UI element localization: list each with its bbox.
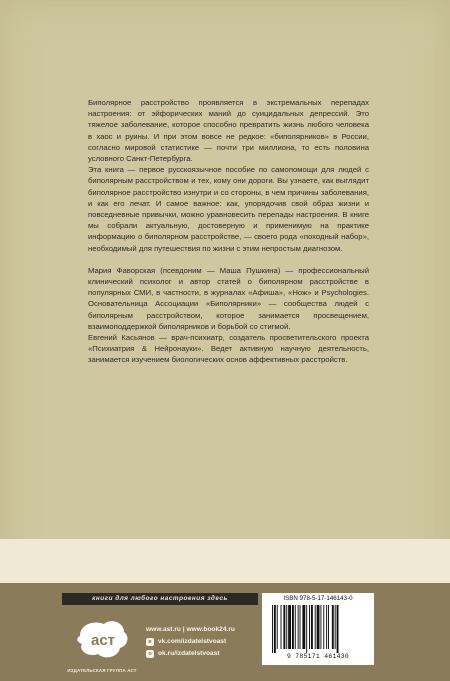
author-paragraph-2: Евгений Касьянов — врач-психиатр, создатель просветительского проекта «Психиатрия & Нейронауки». Ведет активную научную деятельность, занимается изучением биологических основ аффективных расстройств.: [88, 333, 369, 365]
ok-icon: о: [146, 650, 154, 658]
publisher-links: [146, 624, 235, 660]
websites-row[interactable]: [146, 624, 235, 636]
description-paragraph-2: Эта книга — первое русскоязычное пособие по самопомощи для людей с биполярным расстройством и тех, кому они дороги. Вы узнаете, как выглядит биполярное расстройство изнутри и со стороны, в чем причины заболевания, и как его лечат. И самое важное: как, упорядочив свой образ жизни и повседневные привычки, можно уравновесить перепады настроения. В книге мы собрали актуальную, достоверную и применимую на практике информацию о биполярном расстройстве, — своего рода «походный набор», необходимый для путешествия по жизни с этим непростым диагнозом.: [88, 165, 369, 253]
svg-text:аст: аст: [90, 632, 116, 649]
barcode-digits: 9 785171 461430: [286, 653, 350, 660]
barcode-label: [262, 593, 374, 665]
websites-text[interactable]: www.ast.ru | www.book24.ru: [146, 626, 235, 633]
barcode-icon: [272, 605, 364, 653]
ast-logo-icon: [74, 614, 132, 666]
slogan-banner: книги для любого настроения здесь: [62, 593, 258, 605]
ok-row[interactable]: [146, 648, 235, 660]
isbn-number: ISBN 978-5-17-146143-0: [283, 595, 353, 602]
vk-icon: в: [146, 638, 154, 646]
light-band: [0, 539, 450, 583]
ast-logo: [74, 614, 132, 666]
author-paragraph-1: Мария Фаворская (псевдоним — Маша Пушкина) — профессиональный клинический психолог и автор статей о биполярном расстройстве в популярных СМИ, в частности, в журналах «Афиша», «Нож» и Psychologies. Основательница Ассоциации «Биполярники» — сообщества людей с биполярным расстройством, которое занимается просвещением, взаимоподдержкой биполярников и борьбой со стигмой.: [88, 265, 369, 331]
vk-row[interactable]: [146, 636, 235, 648]
vk-link[interactable]: vk.com/izdatelstvoast: [158, 638, 227, 645]
ok-link[interactable]: ok.ru/izdatelstvoast: [158, 650, 220, 657]
description-paragraph-1: Биполярное расстройство проявляется в экстремальных перепадах настроения: от эйфорических маний до суицидальных депрессий. Это тяжелое заболевание, которое способно превратить жизнь любого человека в хаос и руины. И при этом вовсе не редкое: «биполярников» в России, согласно мировой статистике — почти три миллиона, то есть половина условного Санкт-Петербурга.: [88, 98, 369, 164]
blurb-text: [88, 97, 369, 366]
publisher-caption: ИЗДАТЕЛЬСКАЯ ГРУППА АСТ: [67, 668, 137, 673]
